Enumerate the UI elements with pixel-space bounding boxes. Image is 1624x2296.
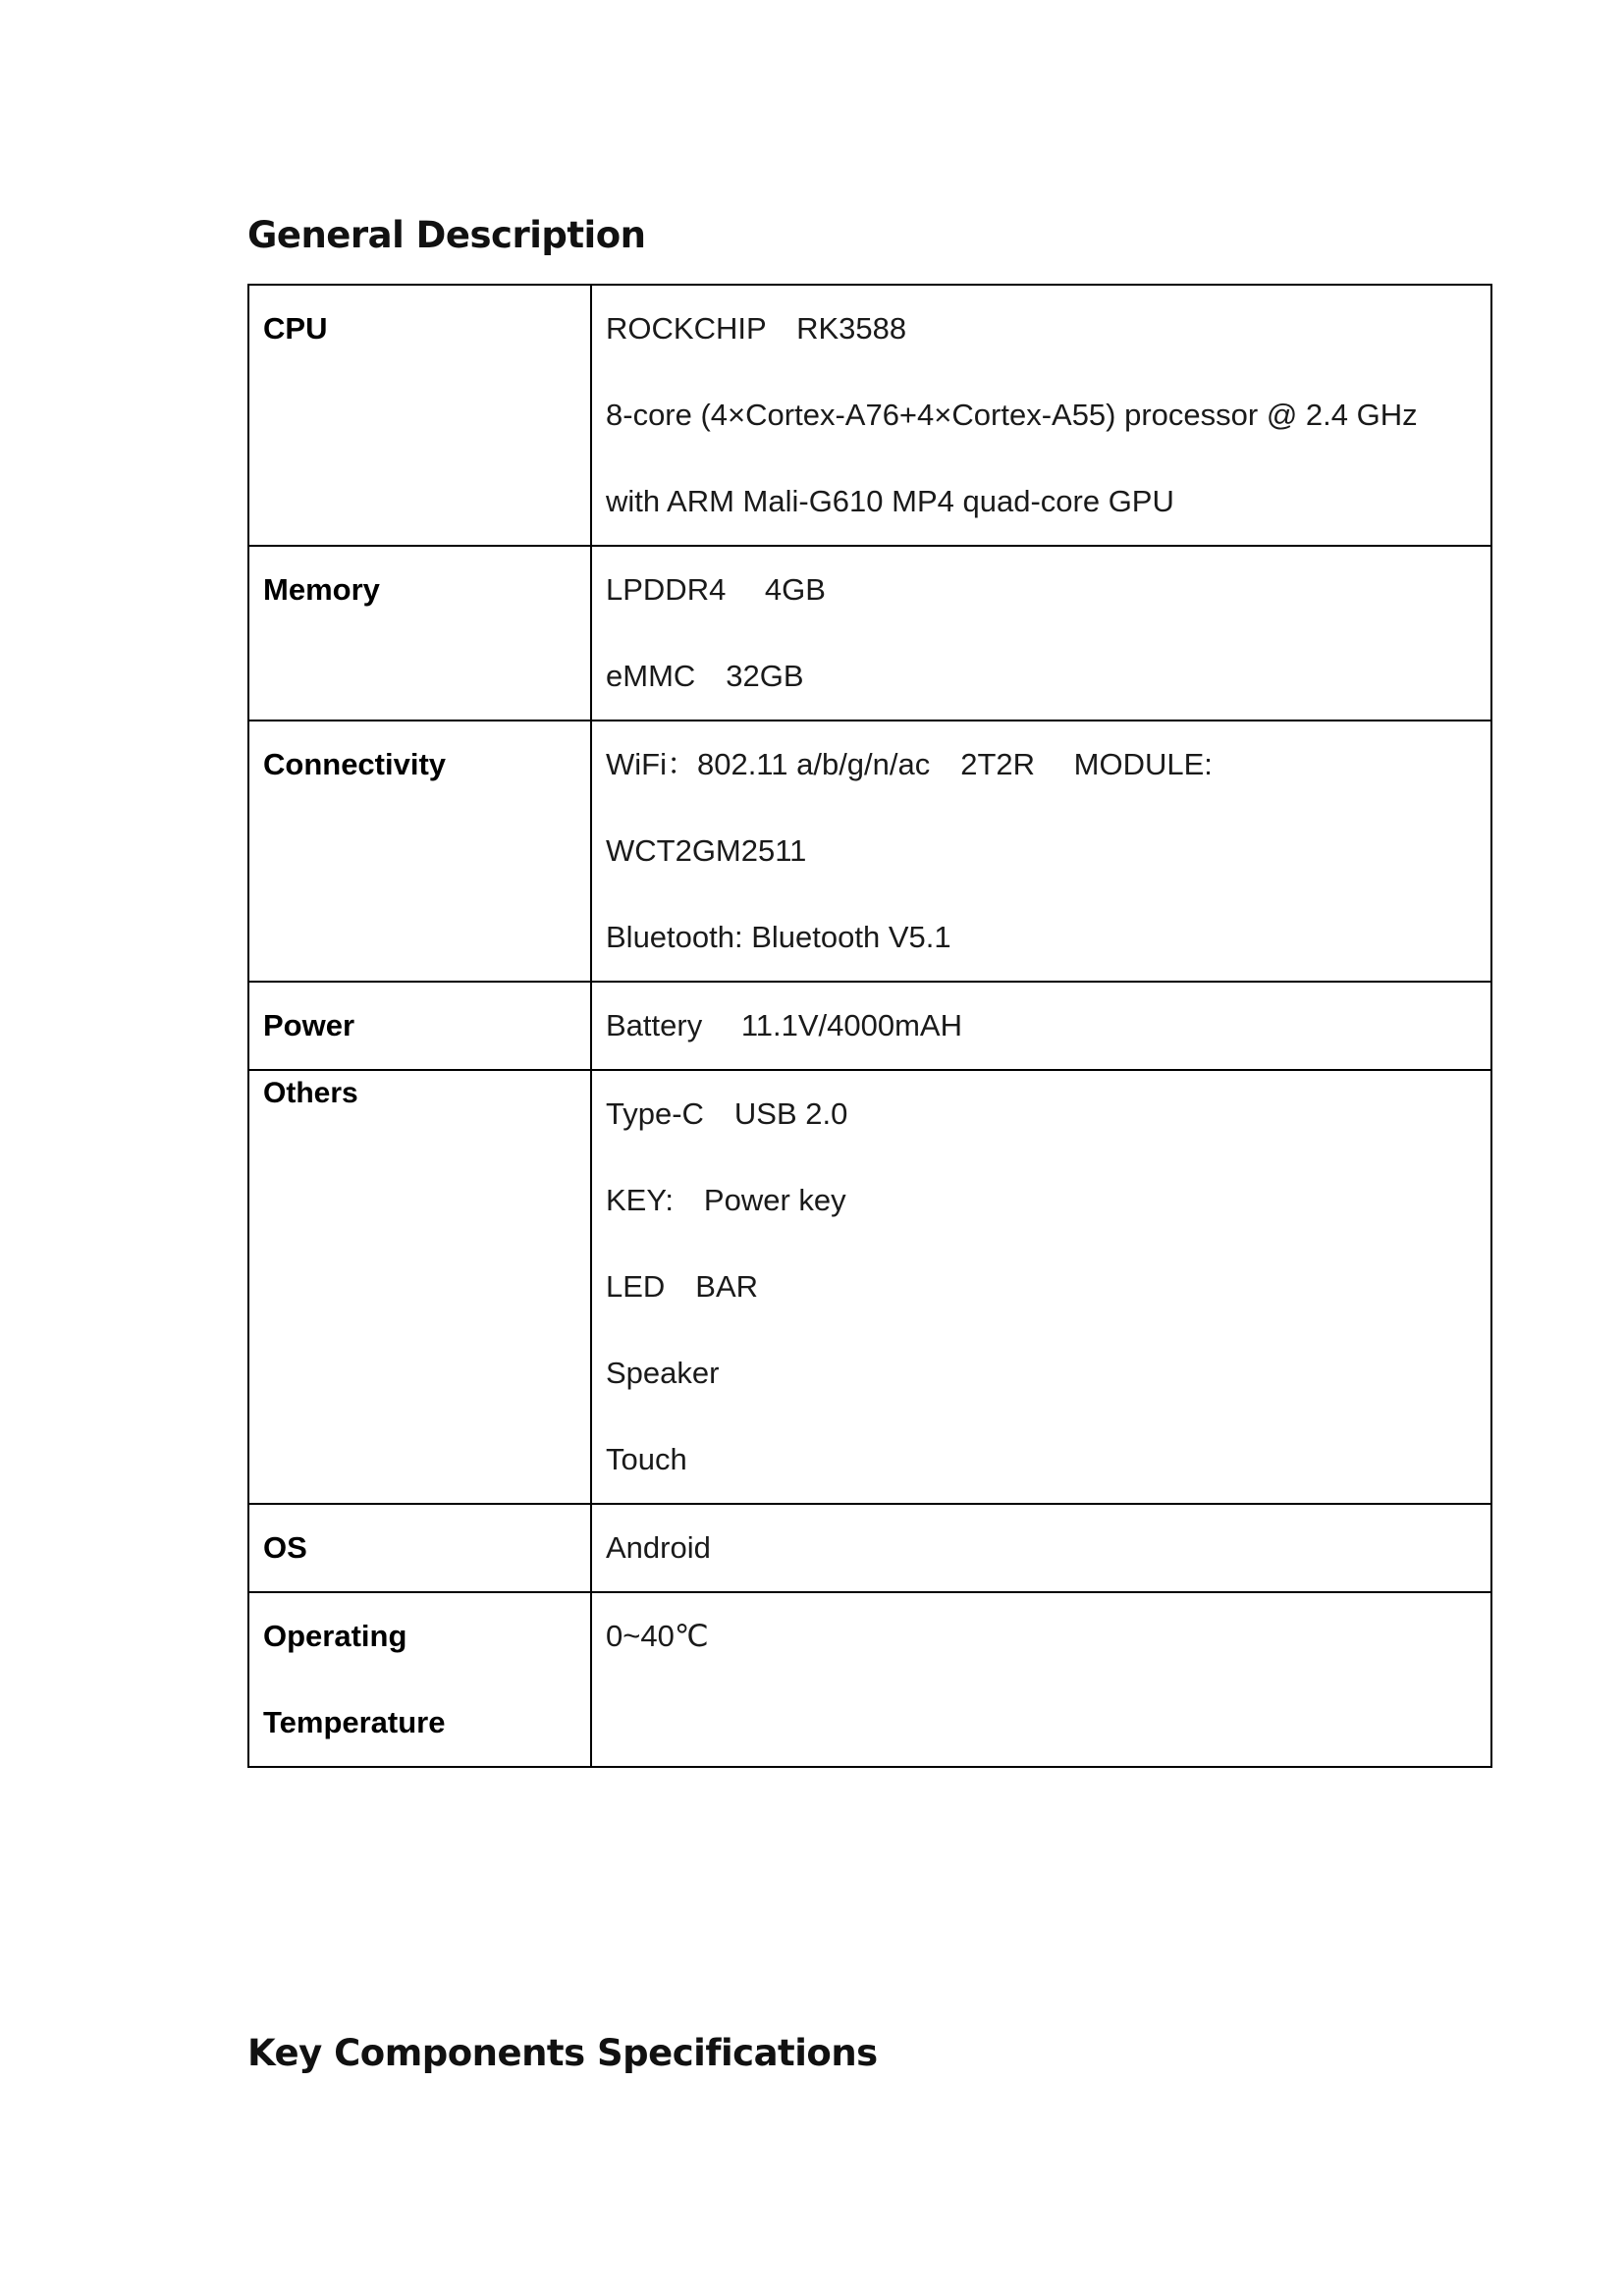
value-line: 8-core (4×Cortex-A76+4×Cortex-A55) processor @ 2.4 GHz [606,398,1418,432]
value-line: 0~40℃ [606,1619,709,1653]
value-line: Type-C USB 2.0 [606,1096,848,1131]
row-label: CPU [263,311,328,346]
value-line: with ARM Mali-G610 MP4 quad-core GPU [606,484,1174,518]
row-label: Temperature [263,1705,446,1739]
general-description-heading: General Description [247,214,646,256]
value-line: eMMC 32GB [606,659,804,693]
value-cell-memory [591,546,1491,721]
row-label: OS [263,1530,307,1565]
table-row-power [248,982,1491,1070]
value-line: ROCKCHIP RK3588 [606,311,907,346]
table-row-others [248,1070,1491,1504]
row-label: Operating [263,1619,407,1653]
label-cell-os [248,1504,591,1592]
general-description-table [247,284,1492,1768]
label-cell-others [248,1070,591,1504]
value-line: Speaker [606,1356,720,1390]
value-cell-connectivity [591,721,1491,982]
label-cell-operating-temperature [248,1592,591,1767]
key-components-heading: Key Components Specifications [247,2032,878,2074]
value-cell-others [591,1070,1491,1504]
value-cell-cpu [591,285,1491,546]
value-cell-os [591,1504,1491,1592]
row-label: Connectivity [263,747,447,781]
value-line: Touch [606,1442,687,1476]
label-cell-memory [248,546,591,721]
table-row-operating-temperature [248,1592,1491,1767]
value-cell-operating-temperature [591,1592,1491,1767]
value-line: Bluetooth: Bluetooth V5.1 [606,920,951,954]
value-line: WiFi：802.11 a/b/g/n/ac 2T2R MODULE: [606,747,1213,781]
row-label: Memory [263,572,380,607]
value-line: LED BAR [606,1269,759,1304]
table-row-connectivity [248,721,1491,982]
value-cell-power [591,982,1491,1070]
value-line: Battery 11.1V/4000mAH [606,1008,962,1042]
value-line: WCT2GM2511 [606,833,807,868]
table-row-cpu [248,285,1491,546]
table-row-os [248,1504,1491,1592]
value-line: Android [606,1530,711,1565]
table-row-memory [248,546,1491,721]
label-cell-connectivity [248,721,591,982]
value-line: KEY: Power key [606,1183,846,1217]
row-label: Others [263,1077,358,1109]
label-cell-cpu [248,285,591,546]
row-label: Power [263,1008,355,1042]
value-line: LPDDR4 4GB [606,572,826,607]
label-cell-power [248,982,591,1070]
